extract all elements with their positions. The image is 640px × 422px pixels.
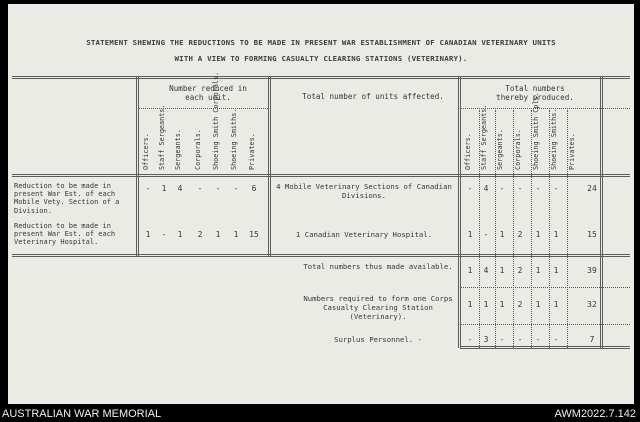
row-1-produced-3: -	[517, 184, 523, 193]
total-1-label: Total numbers thus made available.	[303, 262, 453, 271]
col-rule-d	[600, 76, 603, 348]
row-2-produced-6: 15	[587, 230, 597, 239]
total-rule-2	[460, 324, 630, 325]
row-1-reduced-4: -	[215, 184, 221, 193]
total-2-value-2: 1	[499, 300, 505, 309]
produced-col-rule-6	[567, 110, 568, 348]
row-1-reduced-0: -	[145, 184, 151, 193]
row-1-reduced-2: 4	[177, 184, 183, 193]
total-3-value-3: -	[517, 335, 523, 344]
total-1-value-6: 39	[587, 266, 597, 275]
total-1-value-0: 1	[467, 266, 473, 275]
row-1-produced-0: -	[467, 184, 473, 193]
group-units-affected: Total number of units affected.	[302, 92, 444, 101]
row-2-reduced-5: 1	[233, 230, 239, 239]
row-2-reduced-1: -	[161, 230, 167, 239]
reduced-col-header-5: Shoeing Smiths.	[230, 108, 238, 170]
row-1-label: Reduction to be made in present War Est. of each Mobile Vety. Section of a Division.	[14, 182, 120, 215]
body-bottom-rule	[12, 254, 630, 257]
produced-col-header-2: Sergeants.	[496, 129, 504, 170]
row-2-label: Reduction to be made in present War Est. of each Veterinary Hospital.	[14, 222, 116, 247]
title-line-1: STATEMENT SHEWING THE REDUCTIONS TO BE MADE IN PRESENT WAR ESTABLISHMENT OF CANADIAN VETERINARY UNITS	[86, 38, 556, 47]
reduced-col-header-1: Staff Sergeants.	[158, 104, 166, 170]
total-2-label: Numbers required to form one Corps Casualty Clearing Station (Veterinary).	[303, 294, 453, 321]
total-1-value-5: 1	[553, 266, 559, 275]
row-1-reduced-1: 1	[161, 184, 167, 193]
row-2-reduced-3: 2	[197, 230, 203, 239]
reduced-col-header-2: Sergeants.	[174, 129, 182, 170]
row-1-reduced-6: 6	[251, 184, 257, 193]
row-1-produced-6: 24	[587, 184, 597, 193]
total-3-value-0: -	[467, 335, 473, 344]
row-2-produced-4: 1	[535, 230, 541, 239]
group-numbers-produced: Total numbers thereby produced.	[496, 84, 574, 102]
produced-col-rule-4	[531, 110, 532, 348]
total-2-value-5: 1	[553, 300, 559, 309]
total-2-value-0: 1	[467, 300, 473, 309]
header-bottom-rule	[12, 174, 630, 177]
reduced-col-header-4: Shoeing Smith Corporals.	[212, 71, 220, 170]
document-page	[8, 4, 634, 404]
produced-col-rule-3	[513, 110, 514, 348]
total-3-value-4: -	[535, 335, 541, 344]
row-2-produced-0: 1	[467, 230, 473, 239]
row-2-reduced-2: 1	[177, 230, 183, 239]
produced-col-header-6: Privates.	[568, 133, 576, 170]
produced-col-rule-2	[495, 110, 496, 348]
col-rule-c	[458, 76, 461, 348]
row-1-reduced-5: -	[233, 184, 239, 193]
reduced-col-header-3: Corporals.	[194, 129, 202, 170]
title-line-2: WITH A VIEW TO FORMING CASUALTY CLEARING STATIONS (VETERINARY).	[174, 54, 468, 63]
total-3-value-6: 7	[589, 335, 595, 344]
total-1-value-3: 2	[517, 266, 523, 275]
row-1-reduced-3: -	[197, 184, 203, 193]
total-rule-3	[460, 346, 630, 349]
total-3-label: Surplus Personnel. -	[334, 335, 422, 344]
row-2-produced-2: 1	[499, 230, 505, 239]
produced-col-header-4: Shoeing Smith Cpls.	[532, 92, 540, 170]
reduced-col-header-0: Officers.	[142, 133, 150, 170]
produced-col-rule-5	[549, 110, 550, 348]
total-2-value-3: 2	[517, 300, 523, 309]
total-1-value-1: 4	[483, 266, 489, 275]
table-top-rule	[12, 76, 630, 79]
produced-col-rule-1	[479, 110, 480, 348]
row-1-produced-1: 4	[483, 184, 489, 193]
row-2-units: 1 Canadian Veterinary Hospital.	[295, 230, 433, 239]
row-1-produced-5: -	[553, 184, 559, 193]
total-1-value-4: 1	[535, 266, 541, 275]
produced-col-header-1: Staff Sergeants.	[480, 104, 488, 170]
total-3-value-1: 3	[483, 335, 489, 344]
row-1-produced-2: -	[499, 184, 505, 193]
row-2-reduced-0: 1	[145, 230, 151, 239]
total-2-value-1: 1	[483, 300, 489, 309]
row-2-produced-5: 1	[553, 230, 559, 239]
total-1-value-2: 1	[499, 266, 505, 275]
produced-col-header-5: Shoeing Smiths.	[550, 108, 558, 170]
total-3-value-5: -	[553, 335, 559, 344]
row-2-produced-1: -	[483, 230, 489, 239]
total-3-value-2: -	[499, 335, 505, 344]
row-1-units: 4 Mobile Veterinary Sections of Canadian Divisions.	[276, 182, 452, 200]
row-2-produced-3: 2	[517, 230, 523, 239]
total-2-value-6: 32	[587, 300, 597, 309]
produced-col-header-3: Corporals.	[514, 129, 522, 170]
row-2-reduced-6: 15	[249, 230, 259, 239]
total-2-value-4: 1	[535, 300, 541, 309]
reduced-col-header-6: Privates.	[248, 133, 256, 170]
row-1-produced-4: -	[535, 184, 541, 193]
footer-id: AWM2022.7.142	[554, 408, 636, 420]
footer-credit: AUSTRALIAN WAR MEMORIAL	[2, 408, 162, 420]
produced-col-header-0: Officers.	[464, 133, 472, 170]
row-2-reduced-4: 1	[215, 230, 221, 239]
total-rule-1	[460, 287, 630, 288]
group-number-reduced: Number reduced in each unit.	[169, 84, 247, 102]
col-rule-b	[268, 76, 271, 256]
